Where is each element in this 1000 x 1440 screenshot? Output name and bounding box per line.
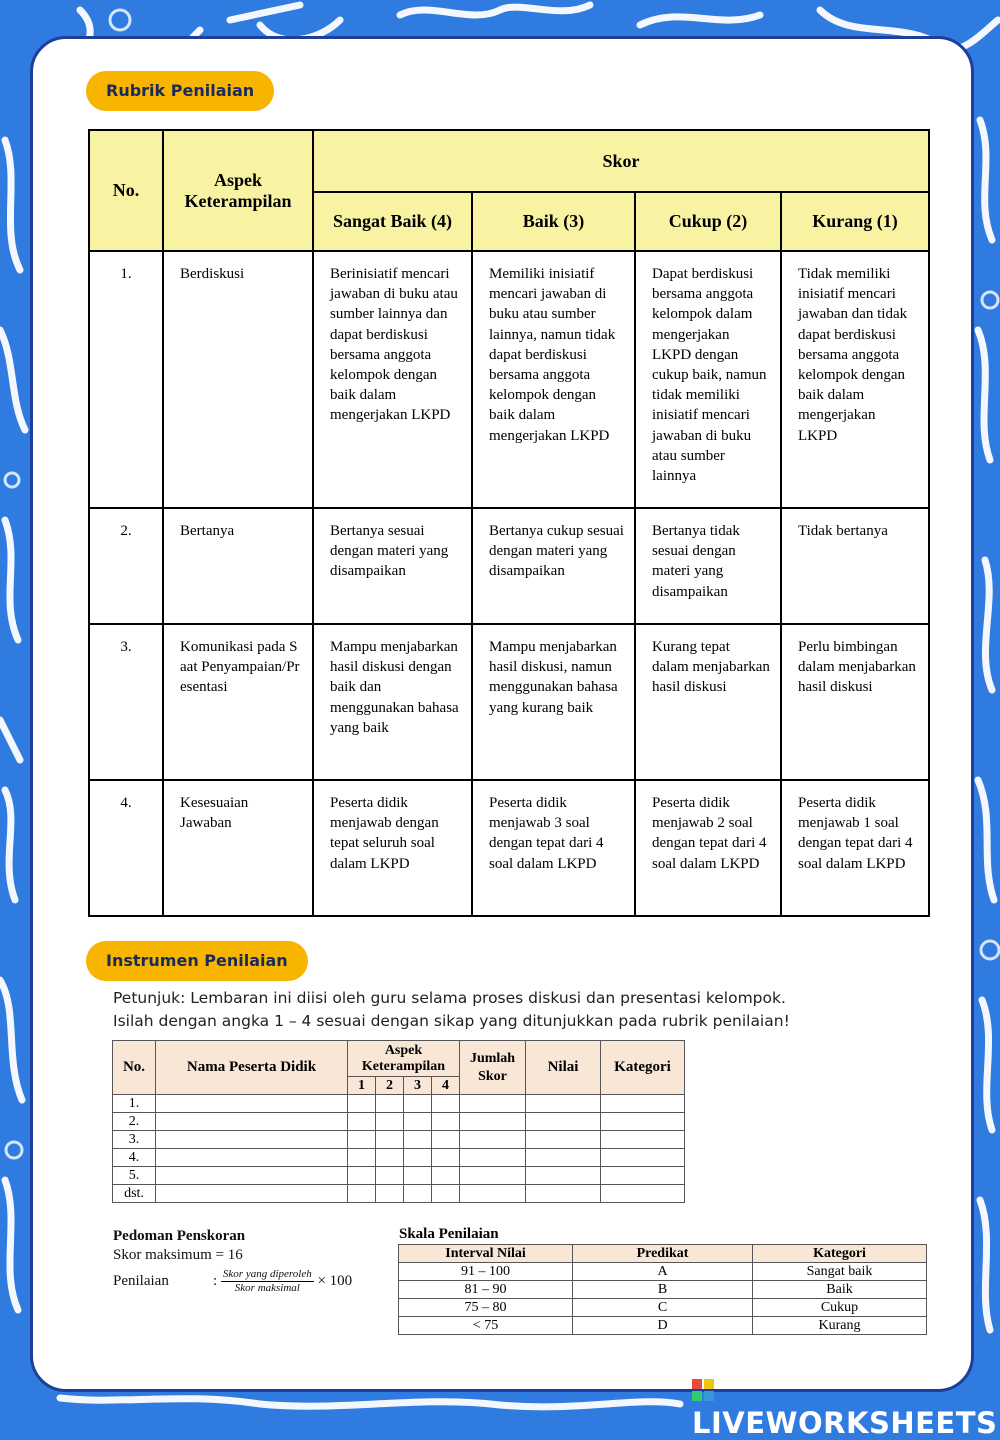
name-cell[interactable] [156,1095,348,1113]
instrument-row-no: 5. [113,1167,156,1185]
score-cell[interactable] [404,1149,432,1167]
liveworksheets-logo-icon [692,1379,714,1401]
instrument-table [112,1040,685,1203]
rubric-cell: Mampu menjabarkan hasil diskusi, namun menggunakan bahasa yang kurang baik [472,624,635,780]
total-cell[interactable] [460,1185,526,1203]
score-cell[interactable] [432,1131,460,1149]
rubric-cell: Dapat berdiskusi bersama anggota kelompok dalam mengerjakan LKPD dengan cukup baik, namun tidak memiliki inisiatif mencari jawaban di buku atau sumber lainnya [635,251,781,508]
grade-cell[interactable] [526,1185,601,1203]
name-cell[interactable] [156,1149,348,1167]
scoring-guide [113,1228,352,1295]
rubric-cell: Bertanya tidak sesuai dengan materi yang disampaikan [635,508,781,624]
name-cell[interactable] [156,1167,348,1185]
name-cell[interactable] [156,1185,348,1203]
rubric-cell: Peserta didik menjawab 2 soal dengan tepat dari 4 soal dalam LKPD [635,780,781,916]
grading-scale-title: Skala Penilaian [399,1226,499,1242]
rubric-header-no: No. [89,130,163,251]
instrument-row-no: 1. [113,1095,156,1113]
scale-cell: D [573,1317,753,1335]
instrument-header-total: Jumlah Skor [460,1041,526,1095]
rubric-cell: Peserta didik menjawab 1 soal dengan tepat dari 4 soal dalam LKPD [781,780,929,916]
max-score: Skor maksimum = 16 [113,1247,243,1263]
score-cell[interactable] [348,1131,376,1149]
score-cell[interactable] [348,1149,376,1167]
rubric-level-2: Cukup (2) [635,192,781,251]
aspect-number: 4 [432,1077,460,1095]
liveworksheets-logo-text: LIVEWORKSHEETS [692,1406,998,1440]
score-cell[interactable] [404,1185,432,1203]
rubric-row-aspect: Berdiskusi [163,251,313,508]
score-cell[interactable] [376,1167,404,1185]
score-cell[interactable] [376,1149,404,1167]
scale-cell: A [573,1263,753,1281]
score-cell[interactable] [376,1113,404,1131]
total-cell[interactable] [460,1167,526,1185]
rubric-table [88,129,930,917]
rubric-cell: Peserta didik menjawab dengan tepat seluruh soal dalam LKPD [313,780,472,916]
instrument-header-score: Nilai [526,1041,601,1095]
scale-header: Predikat [573,1245,753,1263]
aspect-number: 2 [376,1077,404,1095]
formula-numerator: Skor yang diperoleh [222,1268,312,1280]
category-cell[interactable] [601,1185,685,1203]
total-cell[interactable] [460,1131,526,1149]
name-cell[interactable] [156,1131,348,1149]
grade-cell[interactable] [526,1167,601,1185]
instrument-section-title: Instrumen Penilaian [86,941,308,981]
scale-cell: B [573,1281,753,1299]
instrument-row-no: 3. [113,1131,156,1149]
instrument-header-name: Nama Peserta Didik [156,1041,348,1095]
rubric-header-aspect: Aspek Keterampilan [163,130,313,251]
rubric-row-aspect: Kesesuaian Jawaban [163,780,313,916]
rubric-section-title: Rubrik Penilaian [86,71,274,111]
score-cell[interactable] [348,1095,376,1113]
score-cell[interactable] [404,1095,432,1113]
scale-cell: 91 – 100 [399,1263,573,1281]
score-cell[interactable] [376,1131,404,1149]
score-cell[interactable] [348,1113,376,1131]
rubric-cell: Kurang tepat dalam menjabarkan hasil diskusi [635,624,781,780]
aspect-number: 1 [348,1077,376,1095]
rubric-row [89,251,929,508]
rubric-cell: Tidak bertanya [781,508,929,624]
formula-multiplier: × 100 [317,1272,353,1289]
scale-cell: Kurang [753,1317,927,1335]
score-cell[interactable] [432,1113,460,1131]
instrument-row [113,1167,685,1185]
score-cell[interactable] [376,1185,404,1203]
score-cell[interactable] [404,1113,432,1131]
rubric-cell: Peserta didik menjawab 3 soal dengan tepat dari 4 soal dalam LKPD [472,780,635,916]
instrument-row-no: 2. [113,1113,156,1131]
scale-cell: C [573,1299,753,1317]
score-cell[interactable] [404,1131,432,1149]
rubric-header-score: Skor [313,130,929,192]
name-cell[interactable] [156,1113,348,1131]
scale-cell: 75 – 80 [399,1299,573,1317]
score-cell[interactable] [432,1185,460,1203]
scoring-guide-title: Pedoman Penskoran [113,1228,246,1244]
rubric-row-no: 4. [89,780,163,916]
instrument-header-aspect: Aspek Keterampilan [348,1041,460,1077]
formula-denominator: Skor maksimal [234,1282,300,1294]
instructions [113,987,790,1033]
rubric-row [89,624,929,780]
grade-cell[interactable] [526,1149,601,1167]
instructions-line-2: Isilah dengan angka 1 – 4 sesuai dengan sikap yang ditunjukkan pada rubrik penilaian! [113,1012,790,1030]
total-cell[interactable] [460,1095,526,1113]
rubric-cell: Bertanya sesuai dengan materi yang disampaikan [313,508,472,624]
grade-cell[interactable] [526,1131,601,1149]
score-cell[interactable] [432,1167,460,1185]
score-cell[interactable] [348,1167,376,1185]
instrument-row [113,1149,685,1167]
liveworksheets-logo[interactable] [692,1372,1000,1440]
category-cell[interactable] [601,1149,685,1167]
instrument-row-no: dst. [113,1185,156,1203]
category-cell[interactable] [601,1095,685,1113]
scale-cell: < 75 [399,1317,573,1335]
scale-row [399,1317,927,1335]
rubric-row-no: 1. [89,251,163,508]
scale-cell: 81 – 90 [399,1281,573,1299]
instrument-header-no: No. [113,1041,156,1095]
rubric-row [89,780,929,916]
rubric-cell: Berinisiatif mencari jawaban di buku atau sumber lainnya dan dapat berdiskusi bersama anggota kelompok dengan baik dalam mengerjakan LKPD [313,251,472,508]
scale-header: Interval Nilai [399,1245,573,1263]
score-cell[interactable] [348,1185,376,1203]
instrument-row-no: 4. [113,1149,156,1167]
category-cell[interactable] [601,1131,685,1149]
rubric-row [89,508,929,624]
score-cell[interactable] [432,1095,460,1113]
score-cell[interactable] [432,1149,460,1167]
aspect-number: 3 [404,1077,432,1095]
formula-fraction [221,1268,314,1295]
rubric-row-no: 3. [89,624,163,780]
rubric-row-aspect: Bertanya [163,508,313,624]
scale-row [399,1299,927,1317]
rubric-cell: Tidak memiliki inisiatif mencari jawaban dan tidak dapat berdiskusi bersama anggota kelompok dengan baik dalam mengerjakan LKPD [781,251,929,508]
score-cell[interactable] [376,1095,404,1113]
scale-row [399,1263,927,1281]
instrument-row [113,1185,685,1203]
instrument-row [113,1095,685,1113]
rubric-level-3: Baik (3) [472,192,635,251]
category-cell[interactable] [601,1113,685,1131]
rubric-cell: Bertanya cukup sesuai dengan materi yang disampaikan [472,508,635,624]
scale-cell: Sangat baik [753,1263,927,1281]
scale-cell: Cukup [753,1299,927,1317]
grading-scale-table [398,1244,927,1335]
category-cell[interactable] [601,1167,685,1185]
rubric-cell: Memiliki inisiatif mencari jawaban di buku atau sumber lainnya, namun tidak dapat berdiskusi bersama anggota kelompok dengan baik dalam mengerjakan LKPD [472,251,635,508]
total-cell[interactable] [460,1113,526,1131]
scale-row [399,1281,927,1299]
score-cell[interactable] [404,1167,432,1185]
instrument-row [113,1131,685,1149]
formula: Penilaian : $\frac{\text{Skor yang diperoleh}}{\text{Skor maksimal}}$ × 100 [113,1268,353,1294]
rubric-row-no: 2. [89,508,163,624]
instructions-line-1: Petunjuk: Lembaran ini diisi oleh guru selama proses diskusi dan presentasi kelompok. [113,989,786,1007]
scale-header: Kategori [753,1245,927,1263]
grade-cell[interactable] [526,1095,601,1113]
instrument-row [113,1113,685,1131]
rubric-row-aspect: Komunikasi pada Saat Penyampaian/Presentasi [163,624,313,780]
scale-cell: Baik [753,1281,927,1299]
rubric-cell: Mampu menjabarkan hasil diskusi dengan baik dan menggunakan bahasa yang baik [313,624,472,780]
instrument-header-category: Kategori [601,1041,685,1095]
rubric-level-1: Kurang (1) [781,192,929,251]
total-cell[interactable] [460,1149,526,1167]
formula-label: Penilaian [113,1272,169,1289]
rubric-level-4: Sangat Baik (4) [313,192,472,251]
rubric-cell: Perlu bimbingan dalam menjabarkan hasil diskusi [781,624,929,780]
grade-cell[interactable] [526,1113,601,1131]
